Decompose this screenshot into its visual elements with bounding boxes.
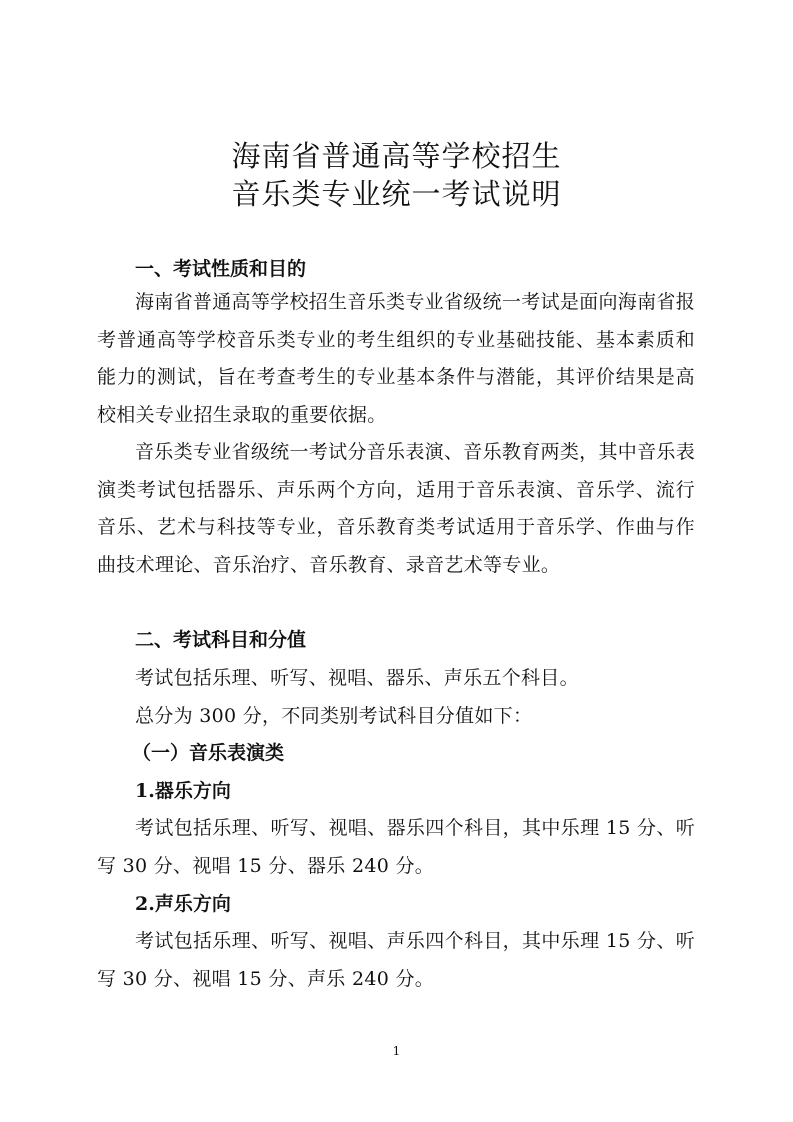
item-1-text: 考试包括乐理、听写、视唱、器乐四个科目，其中乐理 15 分、听写 30 分、视唱 15 分、器乐 240 分。 [97, 817, 695, 877]
section-1-heading: 一、考试性质和目的 [135, 258, 307, 280]
section-2-line-2: 总分为 300 分，不同类别考试科目分值如下： [135, 705, 533, 727]
section-2-heading: 二、考试科目和分值 [135, 629, 307, 651]
section-1-paragraph-1: 海南省普通高等学校招生音乐类专业省级统一考试是面向海南省报考普通高等学校音乐类专业的考生组织的专业基础技能、基本素质和能力的测试，旨在考查考生的专业基本条件与潜能，其评价结果是高校相关专业招生录取的重要依据。 [97, 291, 695, 426]
page-number: 1 [392, 1044, 401, 1058]
subsection-heading: （一）音乐表演类 [132, 742, 285, 764]
item-2-heading: 2.声乐方向 [135, 893, 231, 915]
item-1-heading: 1.器乐方向 [135, 780, 231, 802]
section-1-paragraph-2: 音乐类专业省级统一考试分音乐表演、音乐教育两类，其中音乐表演类考试包括器乐、声乐两个方向，适用于音乐表演、音乐学、流行音乐、艺术与科技等专业，音乐教育类考试适用于音乐学、作曲与作曲技术理论、音乐治疗、音乐教育、录音艺术等专业。 [97, 441, 695, 576]
document-title-line-2: 音乐类专业统一考试说明 [231, 177, 562, 211]
document-title-line-1: 海南省普通高等学校招生 [231, 139, 562, 173]
section-2-line-1: 考试包括乐理、听写、视唱、器乐、声乐五个科目。 [135, 667, 579, 689]
item-2-text: 考试包括乐理、听写、视唱、声乐四个科目，其中乐理 15 分、听写 30 分、视唱 15 分、声乐 240 分。 [97, 930, 695, 990]
